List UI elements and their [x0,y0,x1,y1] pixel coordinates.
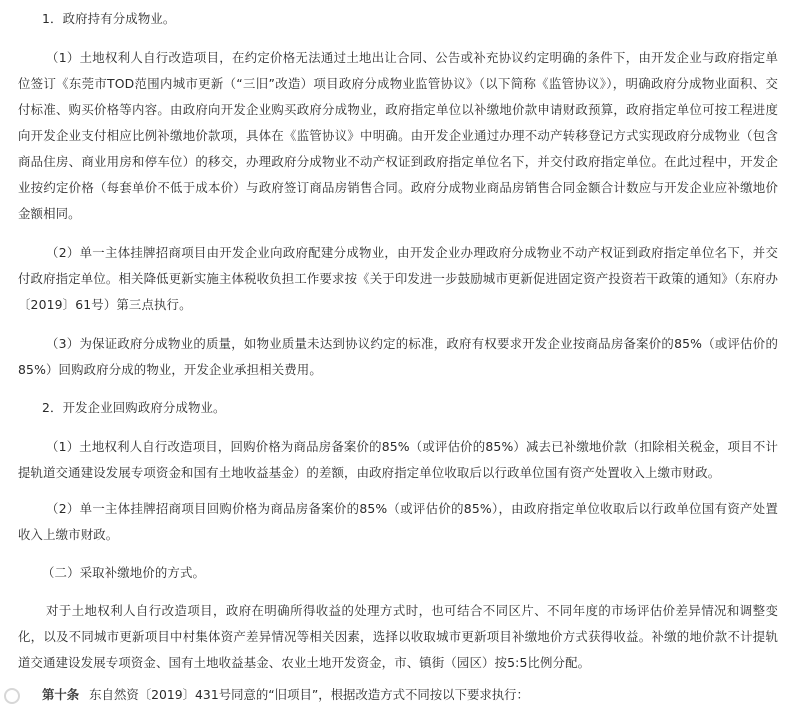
article-label: 第十条 [42,687,80,702]
watermark-logo-icon [4,688,20,704]
paragraph-3-1: 对于土地权利人自行改造项目，政府在明确所得收益的处理方式时，也可结合不同区片、不同年度的市场评估价差异情况和调整变化，以及不同城市更新项目中村集体资产差异情况等相关因素，选择以收取城市更新项目补缴地价方式获得收益。补缴的地价款不计提轨道交通建设发展专项资金、国有土地收益基金、农业土地开发资金，市、镇街（园区）按5:5比例分配。 [18,603,778,670]
paragraph-1-1: （1）土地权利人自行改造项目，在约定价格无法通过土地出让合同、公告或补充协议约定明确的条件下，由开发企业与政府指定单位签订《东莞市TOD范围内城市更新（“三旧”改造）项目政府分成物业监管协议》（以下简称《监管协议》），明确政府分成物业面积、交付标准、购买价格等内容。由政府向开发企业购买政府分成物业，政府指定单位以补缴地价款申请财政预算，政府指定单位可按工程进度向开发企业支付相应比例补缴地价款项，具体在《监管协议》中明确。由开发企业通过办理不动产转移登记方式实现政府分成物业（包含商品住房、商业用房和停车位）的移交，办理政府分成物业不动产权证到政府指定单位名下，并交付政府指定单位。在此过程中，开发企业按约定价格（每套单价不低于成本价）与政府签订商品房销售合同。政府分成物业商品房销售合同金额合计数应与开发企业应补缴地价金额相同。 [18,50,778,221]
section-heading-1: 1．政府持有分成物业。 [42,11,176,26]
paragraph-2-1: （1）土地权利人自行改造项目，回购价格为商品房备案价的85%（或评估价的85%）减去已补缴地价款（扣除相关税金，项目不计提轨道交通建设发展专项资金和国有土地收益基金）的差额，由政府指定单位收取后以行政单位国有资产处置收入上缴市财政。 [18,439,778,480]
section-heading-2: 2．开发企业回购政府分成物业。 [42,400,226,415]
article-text: 东自然资〔2019〕431号同意的“旧项目”，根据改造方式不同按以下要求执行： [89,687,529,702]
paragraph-1-2: （2）单一主体挂牌招商项目由开发企业向政府配建分成物业，由开发企业办理政府分成物业不动产权证到政府指定单位名下，并交付政府指定单位。相关降低更新实施主体税收负担工作要求按《关于印发进一步鼓励城市更新促进固定资产投资若干政策的通知》（东府办〔2019〕61号）第三点执行。 [18,245,778,312]
section-heading-3: （二）采取补缴地价的方式。 [42,565,206,580]
paragraph-1-3: （3）为保证政府分成物业的质量，如物业质量未达到协议约定的标准，政府有权要求开发企业按商品房备案价的85%（或评估价的85%）回购政府分成的物业，开发企业承担相关费用。 [18,336,778,377]
paragraph-2-2: （2）单一主体挂牌招商项目回购价格为商品房备案价的85%（或评估价的85%），由政府指定单位收取后以行政单位国有资产处置收入上缴市财政。 [18,501,778,542]
article-line [42,682,529,708]
watermark [4,688,20,704]
